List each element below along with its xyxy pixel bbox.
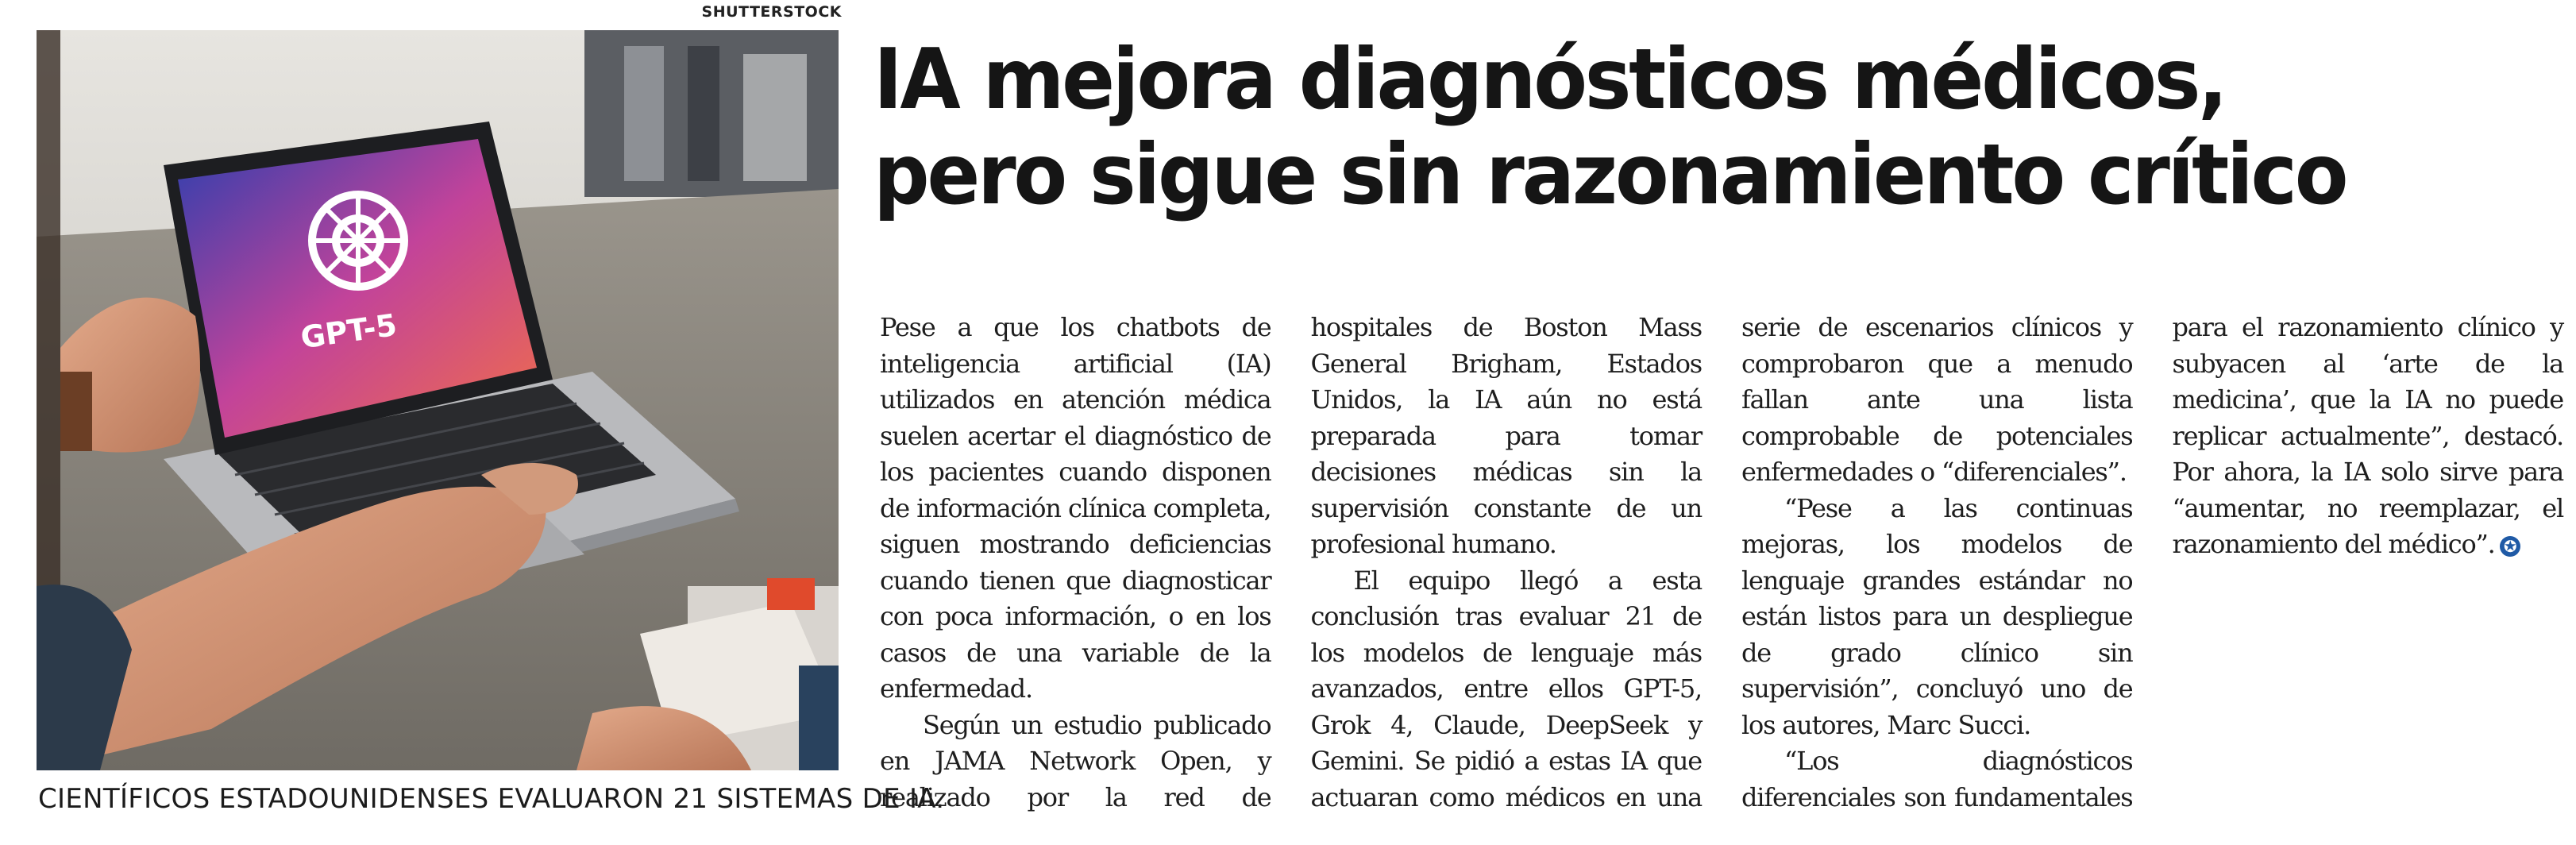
photo-credit: SHUTTERSTOCK (701, 3, 842, 21)
body-paragraph-2: Según un estudio publicado en JAMA Network Open, y realizado por la red de hospitales de Boston Mass General Brigham, Estados Unidos, la IA aún no está preparada para tomar decisiones médicas sin la supervisión constante de un profesional humano. (880, 312, 1702, 812)
headline (873, 32, 2463, 222)
screen-label: GPT-5 (298, 307, 399, 356)
body-paragraph-4: “Pese a las continuas mejoras, los modelos de lenguaje grandes estándar no están listos para un despliegue de grado clínico sin supervisión”, concluyó uno de los autores, Marc Succi. (1741, 492, 2133, 740)
article-photo (37, 30, 839, 770)
headline-line-1: IA mejora diagnósticos médicos, (873, 31, 2226, 128)
body-paragraph-3: El equipo llegó a esta conclusión tras evaluar 21 de los modelos de lenguaje más avanzados, entre ellos GPT-5, Grok 4, Claude, DeepSeek y Gemini. Se pidió a estas IA que actuaran como médicos en una serie de escenarios clínicos y comprobaron que a menudo fallan ante una lista comprobable de potenciales enfermedades o “diferenciales”. (1310, 312, 2133, 812)
gpt-logo-icon (312, 195, 404, 287)
body-paragraph-5-text: “Los diagnósticos diferenciales son fundamentales para el razonamiento clínico y subyacen al ‘arte de la medicina’, que la IA no puede replicar actualmente”, destacó. Por ahora, la IA solo sirve para “aumentar, no reemplazar, el razonamiento del médico”. (1741, 312, 2563, 812)
body-paragraph-1: Pese a que los chatbots de inteligencia artificial (IA) utilizados en atención médica suelen acertar el diagnóstico de los pacientes cuando disponen de información clínica completa, siguen mostrando deficiencias cuando tienen que diagnosticar con poca información, o en los casos de una variable de la enfermedad. (880, 312, 1271, 704)
photo-caption: CIENTÍFICOS ESTADOUNIDENSES EVALUARON 21 SISTEMAS DE IA. (38, 783, 945, 815)
headline-line-2: pero sigue sin razonamiento crítico (873, 126, 2347, 223)
star-icon: ✪ (2500, 536, 2520, 557)
article-body (880, 310, 2563, 818)
